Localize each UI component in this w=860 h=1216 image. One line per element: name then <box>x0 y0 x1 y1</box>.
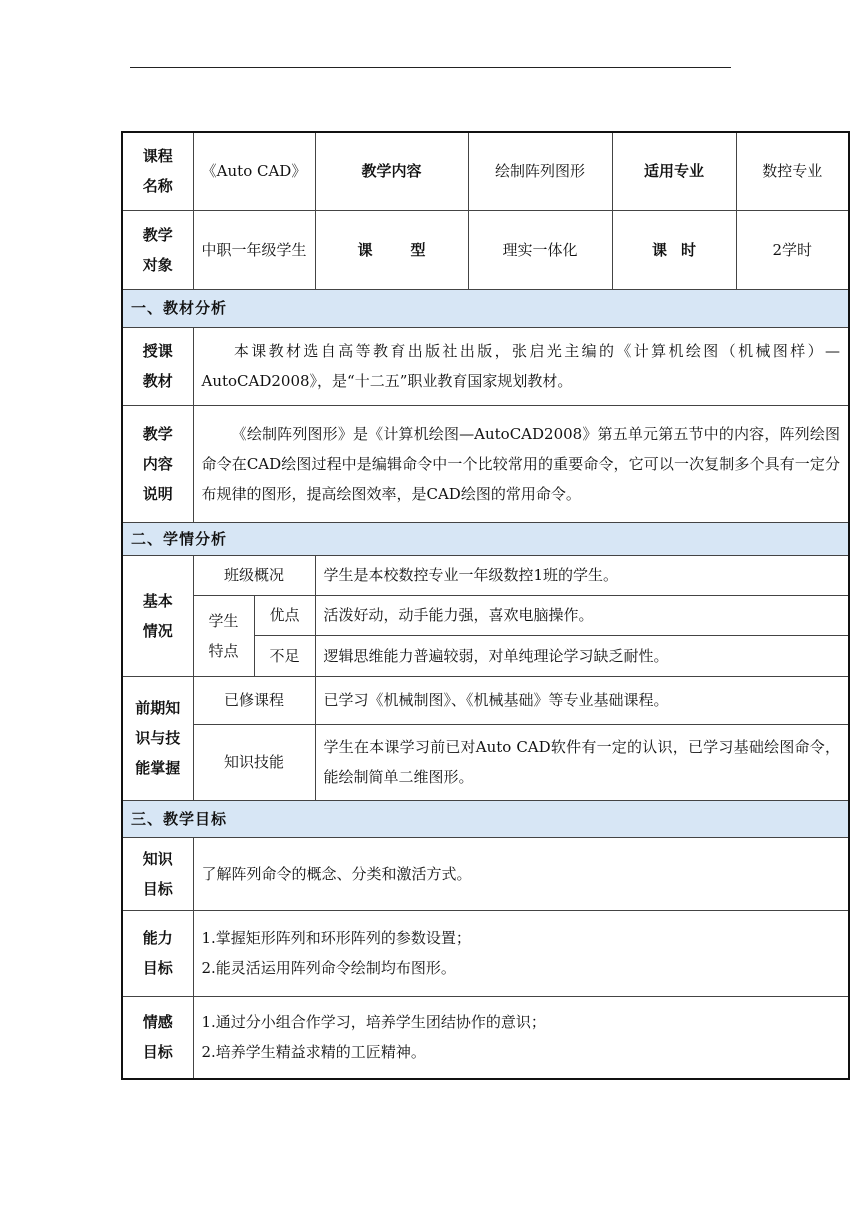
emotion-goal-item: 2.培养学生精益求精的工匠精神。 <box>201 1043 426 1062</box>
basic-situation-label: 基本 情况 <box>122 555 193 676</box>
skills-label: 知识技能 <box>193 724 315 800</box>
prior-courses-row <box>122 676 849 724</box>
class-overview-text: 学生是本校数控专业一年级数控1班的学生。 <box>315 555 849 595</box>
emotion-goal-item: 1.通过分小组合作学习，培养学生团结协作的意识； <box>201 1013 546 1032</box>
strength-label: 优点 <box>254 595 315 635</box>
strength-row <box>122 595 849 635</box>
section-2-header <box>122 522 849 555</box>
textbook-label: 授课 教材 <box>122 327 193 405</box>
emotion-goal-row <box>122 996 849 1079</box>
hours-label: 课 时 <box>612 210 736 289</box>
major-label: 适用专业 <box>612 132 736 210</box>
section-1-title: 一、教材分析 <box>122 289 849 327</box>
skills-row <box>122 724 849 800</box>
prior-courses-text: 已学习《机械制图》、《机械基础》等专业基础课程。 <box>315 676 849 724</box>
section-1-header <box>122 289 849 327</box>
course-label: 课程 名称 <box>122 132 193 210</box>
type-label: 课 型 <box>315 210 468 289</box>
major-value: 数控专业 <box>736 132 849 210</box>
knowledge-goal-row <box>122 837 849 910</box>
target-value: 中职一年级学生 <box>193 210 315 289</box>
content-desc-text: 《绘制阵列图形》是《计算机绘图—AutoCAD2008》第五单元第五节中的内容，阵列绘图命令在CAD绘图过程中是编辑命令中一个比较常用的重要命令，它可以一次复制多个具有一定分布规律的图形，提高绘图效率，是CAD绘图的常用命令。 <box>193 405 849 522</box>
course-value: 《Auto CAD》 <box>193 132 315 210</box>
content-desc-label: 教学 内容 说明 <box>122 405 193 522</box>
section-2-title: 二、学情分析 <box>122 522 849 555</box>
target-label: 教学 对象 <box>122 210 193 289</box>
ability-goal-row <box>122 910 849 996</box>
header-rule <box>130 67 731 68</box>
info-row-1 <box>122 132 849 210</box>
knowledge-goal-label: 知识 目标 <box>122 837 193 910</box>
emotion-goal-list <box>193 996 849 1079</box>
section-3-header <box>122 800 849 837</box>
class-overview-row <box>122 555 849 595</box>
textbook-row <box>122 327 849 405</box>
content-value: 绘制阵列图形 <box>468 132 612 210</box>
ability-goal-list <box>193 910 849 996</box>
weakness-label: 不足 <box>254 635 315 676</box>
info-row-2 <box>122 210 849 289</box>
ability-goal-item: 2.能灵活运用阵列命令绘制均布图形。 <box>201 959 456 977</box>
knowledge-goal-text: 了解阵列命令的概念、分类和激活方式。 <box>193 837 849 910</box>
prior-courses-label: 已修课程 <box>193 676 315 724</box>
class-overview-label: 班级概况 <box>193 555 315 595</box>
emotion-goal-label: 情感 目标 <box>122 996 193 1079</box>
lesson-plan-table <box>121 131 850 1080</box>
strength-text: 活泼好动，动手能力强，喜欢电脑操作。 <box>315 595 849 635</box>
content-desc-row <box>122 405 849 522</box>
ability-goal-label: 能力 目标 <box>122 910 193 996</box>
hours-value: 2学时 <box>736 210 849 289</box>
section-3-title: 三、教学目标 <box>122 800 849 837</box>
student-traits-label: 学生 特点 <box>193 595 254 676</box>
skills-text: 学生在本课学习前已对Auto CAD软件有一定的认识，已学习基础绘图命令，能绘制简单二维图形。 <box>315 724 849 800</box>
weakness-text: 逻辑思维能力普遍较弱，对单纯理论学习缺乏耐性。 <box>315 635 849 676</box>
type-value: 理实一体化 <box>468 210 612 289</box>
content-label: 教学内容 <box>315 132 468 210</box>
prior-knowledge-label: 前期知 识与技 能掌握 <box>122 676 193 800</box>
textbook-text: 本课教材选自高等教育出版社出版，张启光主编的《计算机绘图（机械图样）—AutoCAD2008》，是“十二五”职业教育国家规划教材。 <box>193 327 849 405</box>
ability-goal-item: 1.掌握矩形阵列和环形阵列的参数设置； <box>201 929 471 947</box>
